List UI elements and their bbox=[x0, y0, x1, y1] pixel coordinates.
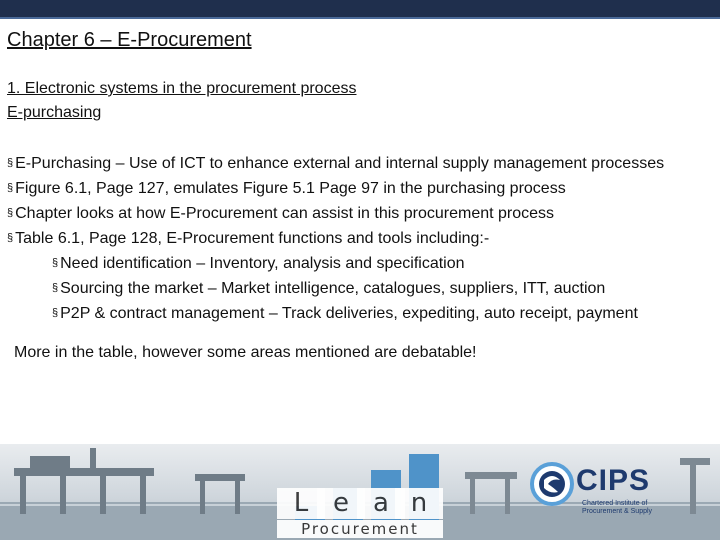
sub-bullet-item bbox=[7, 252, 720, 277]
bullet-text: Chapter looks at how E-Procurement can assist in this procurement process bbox=[15, 205, 555, 222]
bullet-text: Table 6.1, Page 128, E-Procurement functions and tools including:- bbox=[15, 230, 490, 247]
logo-letter: e bbox=[317, 488, 365, 519]
bullet-item bbox=[7, 202, 720, 227]
logo-letter: n bbox=[395, 488, 443, 519]
sub-bullet-item bbox=[7, 277, 720, 302]
bullet-text: P2P & contract management – Track deliveries, expediting, auto receipt, payment bbox=[60, 305, 638, 322]
bullet-item bbox=[7, 152, 720, 177]
bullet-marker: § bbox=[52, 307, 59, 319]
logo-letter: L bbox=[277, 488, 325, 519]
bullet-marker: § bbox=[52, 257, 59, 269]
bullet-text: Sourcing the market – Market intelligence, catalogues, suppliers, ITT, auction bbox=[60, 280, 606, 297]
lean-procurement-logo bbox=[277, 454, 443, 538]
section-subheading: E-purchasing bbox=[7, 104, 102, 121]
cips-tagline: Chartered Institute of Procurement & Supply bbox=[582, 500, 653, 515]
bullet-marker: § bbox=[7, 207, 14, 219]
sub-bullet-item bbox=[7, 302, 720, 327]
bullet-text: Figure 6.1, Page 127, emulates Figure 5.1 Page 97 in the purchasing process bbox=[15, 180, 566, 197]
cips-logo bbox=[530, 462, 670, 522]
bullet-text: Need identification – Inventory, analysis and specification bbox=[60, 255, 465, 272]
top-title-bar bbox=[0, 0, 720, 19]
bullet-marker: § bbox=[52, 282, 59, 294]
closing-note: More in the table, however some areas mentioned are debatable! bbox=[14, 344, 477, 361]
slide-title: Chapter 6 – E-Procurement bbox=[7, 29, 252, 51]
bullet-list bbox=[7, 152, 720, 327]
bullet-marker: § bbox=[7, 157, 14, 169]
bullet-item bbox=[7, 227, 720, 252]
logo-subtitle: Procurement bbox=[277, 520, 443, 538]
bullet-marker: § bbox=[7, 182, 14, 194]
cips-wordmark: CIPS bbox=[576, 464, 651, 497]
logo-letter: a bbox=[357, 488, 405, 519]
bullet-marker: § bbox=[7, 232, 14, 244]
bullet-item bbox=[7, 177, 720, 202]
globe-icon bbox=[530, 462, 574, 506]
section-heading: 1. Electronic systems in the procurement process bbox=[7, 80, 357, 97]
bullet-text: E-Purchasing – Use of ICT to enhance external and internal supply management processes bbox=[15, 155, 665, 172]
